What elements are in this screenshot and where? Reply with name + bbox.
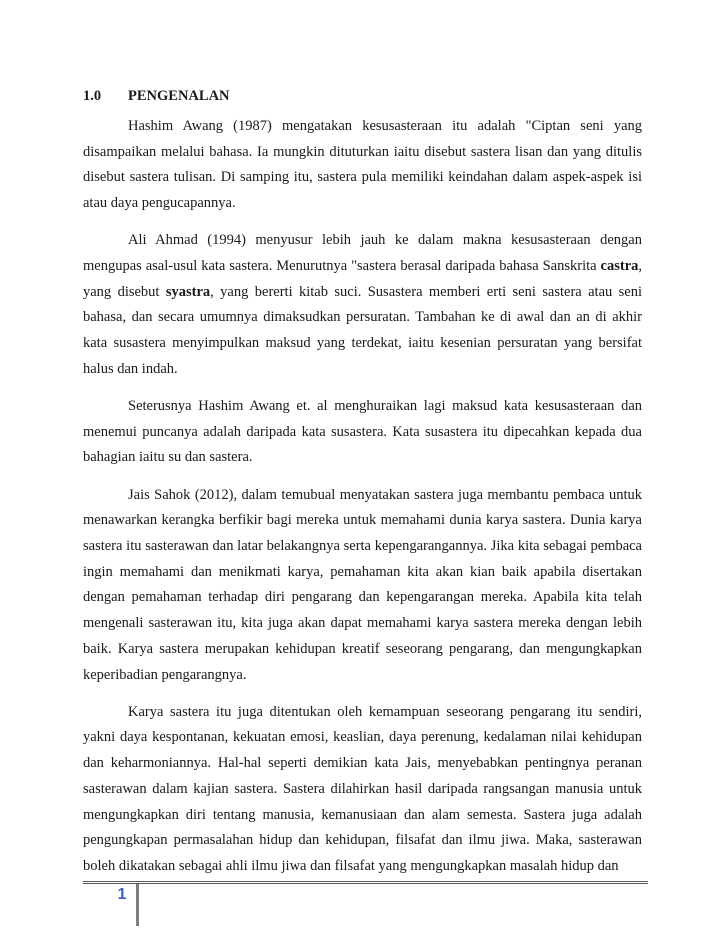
text-run: Seterusnya Hashim Awang et. al menghuraikan lagi maksud kata kesusasteraan dan menemui puncanya adalah daripada kata susastera. Kata susastera itu dipecahkan kepada dua bahagian iaitu su dan sastera. [83,398,642,466]
paragraph-4 [83,483,642,689]
text-run: Karya sastera itu juga ditentukan oleh kemampuan seseorang pengarang itu sendiri, yakni daya kespontanan, kekuatan emosi, keaslian, daya perenung, kedalaman nilai kehidupan dan keharmoniannya. Hal-hal seperti demikian kata Jais, menyebabkan pentingnya peranan sasterawan dalam kajian sastera. Sastera dilahirkan hasil daripada rangsangan manusia untuk mengungkapkan diri tentang manusia, kemanusiaan dan alam semesta. Sastera juga adalah pengungkapan permasalahan hidup dan kehidupan, filsafat dan ilmu jiwa. Maka, sasterawan boleh dikatakan sebagai ahli ilmu jiwa dan filsafat yang mengungkapkan masalah hidup dan [83,703,642,874]
section-heading [83,86,230,106]
page-number: 1 [117,886,127,903]
footer-rule [83,881,648,884]
footer-divider [136,884,139,926]
section-title: PENGENALAN [128,88,230,104]
section-number: 1.0 [83,88,102,104]
paragraph-5 [83,700,642,880]
bold-term: syastra [165,283,211,300]
bold-term: castra [600,258,639,275]
text-run: Ali Ahmad (1994) menyusur lebih jauh ke dalam makna kesusasteraan dengan mengupas asal-usul kata sastera. Menurutnya "sastera berasal daripada bahasa Sanskrita [83,232,642,275]
paragraph-3 [83,394,642,471]
text-run: , yang disebut [83,258,642,300]
paragraph-1 [83,114,642,217]
text-run: Jais Sahok (2012), dalam temubual menyatakan sastera juga membantu pembaca untuk menawarkan kerangka berfikir bagi mereka untuk memahami dunia karya sastera. Dunia karya sastera itu sasterawan dan latar belakangnya serta kepengarangannya. Jika kita sebagai pembaca ingin memahami dan menikmati karya, pemahaman kita akan kian baik apabila disertakan dengan pemahaman terhadap diri pengarang dan kepengarangan mereka. Apabila kita telah mengenali sasterawan itu, kita juga akan dapat memahami karya sastera mereka dengan lebih baik. Karya sastera merupakan kehidupan kreatif seseorang pengarang, dan mengungkapkan keperibadian pengarangnya. [83,486,642,683]
paragraph-2 [83,228,642,382]
body-text [83,114,642,891]
text-run: Hashim Awang (1987) mengatakan kesusasteraan itu adalah "Ciptan seni yang disampaikan melalui bahasa. Ia mungkin dituturkan iaitu disebut sastera lisan dan yang ditulis disebut sastera tulisan. Di samping itu, sastera pula memiliki keindahan dalam aspek-aspek isi atau daya pengucapannya. [83,118,642,212]
text-run: , yang bererti kitab suci. Susastera memberi erti seni sastera atau seni bahasa, dan secara umumnya dimaksudkan persuratan. Tambahan ke di awal dan an di akhir kata susastera menyimpulkan maksud yang terdekat, iaitu kesenian persuratan yang bersifat halus dan indah. [83,283,643,377]
